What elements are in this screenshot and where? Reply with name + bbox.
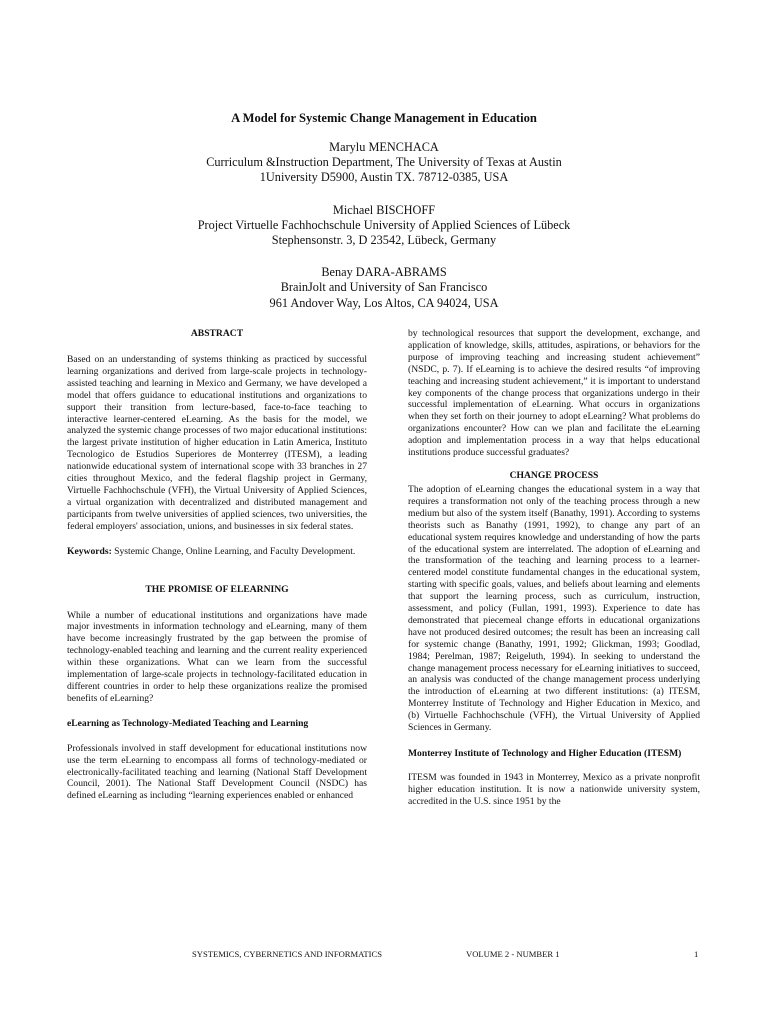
author-affiliation: Curriculum &Instruction Department, The University of Texas at Austin [206, 155, 562, 170]
author-block [0, 265, 768, 311]
author-address: 1University D5900, Austin TX. 78712-0385, USA [259, 170, 509, 185]
itesm-heading: Monterrey Institute of Technology and Higher Education (ITESM) [408, 748, 682, 759]
continuation-text: by technological resources that support the development, exchange, and application of knowledge, skills, attitudes, aspirations, or behaviors for the purpose of improving teaching and increasing student achievement” (NSDC, p. 7). If eLearning is to achieve the desired results “of improving teaching and increasing student achievement,” it is important to understand key components of the change process that organizations undergo in their successful implementation of eLearning. What occurs in organizations when they set forth on their journey to adopt eLearning? What problems do organizations encounter? How can we plan and facilitate the eLearning adoption and implementation process in a way that helps educational institutions produce successful graduates? [408, 328, 700, 459]
professionals-text: Professionals involved in staff development for educational institutions now use the term eLearning to encompass all forms of technology-mediated or electronically-facilitated teaching and learning (National Staff Development Council, 2001). The National Staff Development Council (NSDC) has defined eLearning as including “learning experiences enabled or enhanced [67, 742, 367, 802]
author-affiliation: Project Virtuelle Fachhochschule University of Applied Sciences of Lübeck [197, 217, 571, 232]
author-block [0, 203, 768, 249]
elearning-subheading: eLearning as Technology-Mediated Teaching and Learning [67, 717, 309, 729]
keywords-text: Systemic Change, Online Learning, and Faculty Development. [114, 545, 356, 557]
paper-title: A Model for Systemic Change Management in Education [231, 111, 537, 125]
change-process-text: The adoption of eLearning changes the educational system in a way that requires a transformation not only of the teaching process through a new medium but also of the system itself (Banathy, 1991). According to systems theorists such as Banathy (1991, 1992), to change any part of an educational system requires knowledge and understanding of how the parts of the educational system are interrelated. The adoption of eLearning and the transformation of the teaching and learning process to a learner-centered model constitute fundamental changes in the educational system, starting with specific goals, values, and beliefs about learning and elements that support the learning process, such as curriculum, instruction, assessment, and policy (Fullan, 1991, 1993). Experience to date has demonstrated that piecemeal change efforts in educational organizations have not produced desired outcomes; the result has been an increasing call for systemic change (Banathy, 1991, 1992; Glickman, 1993; Goodlad, 1984; Perelman, 1987; Reigeluth, 1994). In seeking to understand the change management process necessary for eLearning initiatives to succeed, an analysis was conducted of the change management process underlying the introduction of eLearning at two different institutions: (a) ITESM, Monterrey Institute of Technology and Higher Education in Mexico, and (b) Virtuelle Fachhochschule (VFH), the Virtual University of Applied Sciences in Germany. [408, 483, 700, 734]
abstract-heading: ABSTRACT [190, 328, 244, 339]
abstract-text: Based on an understanding of systems thinking as practiced by successful learning organizations and derived from large-scale projects in technology-assisted teaching and learning in Mexico and Germany, we have developed a model that offers guidance to educational institutions and organizations to support their transition from lecture-based, face-to-face teaching to interactive learner-centered eLearning. As the basis for the model, we analyzed the systemic change processes of two major educational institutions: the largest private institution of higher education in Latin America, Instituto Tecnologico de Estudios Superiores de Monterrey (ITESM), a leading nationwide educational system of international scope with 33 branches in 27 cities throughout Mexico, and the federal flagship project in Germany, Virtuelle Fachhochschule (VFH), the Virtual University of Applied Sciences, a virtual organization with decentralized and distributed management and participants from twelve universities of applied sciences, two universities, the federal employers' association, unions, and businesses in six federal states. [67, 354, 367, 532]
author-address: 961 Andover Way, Los Altos, CA 94024, USA [269, 295, 499, 310]
right-column [408, 328, 700, 821]
author-affiliation: BrainJolt and University of San Francisco [280, 280, 488, 295]
author-block [0, 140, 768, 186]
author-name: Michael BISCHOFF [332, 202, 436, 217]
author-name: Benay DARA-ABRAMS [321, 265, 447, 280]
keywords [67, 546, 367, 558]
footer-journal: SYSTEMICS, CYBERNETICS AND INFORMATICS [192, 949, 383, 959]
author-list [0, 140, 768, 328]
author-address: Stephensonstr. 3, D 23542, Lübeck, Germany [271, 233, 497, 248]
left-column [67, 328, 367, 815]
itesm-text: ITESM was founded in 1943 in Monterrey, Mexico as a private nonprofit higher education institution. It is now a nationwide university system, accredited in the U.S. since 1951 by the [408, 772, 700, 807]
keywords-label: Keywords: [67, 545, 112, 557]
author-name: Marylu MENCHACA [329, 140, 439, 154]
change-process-heading: CHANGE PROCESS [509, 469, 599, 481]
footer-volume: VOLUME 2 - NUMBER 1 [466, 949, 560, 959]
promise-text: While a number of educational institutions and organizations have made major investments in information technology and eLearning, many of them have become increasingly frustrated by the gap between the promise of technology-enabled teaching and learning and the current reality experienced within these organizations. What can we learn from the successful implementation of large-scale projects in technology-facilitated education in different countries in order to help these organizations realize the promised benefits of eLearning? [67, 609, 367, 704]
footer-page-number: 1 [694, 949, 699, 959]
promise-heading: THE PROMISE OF ELEARNING [145, 583, 289, 595]
